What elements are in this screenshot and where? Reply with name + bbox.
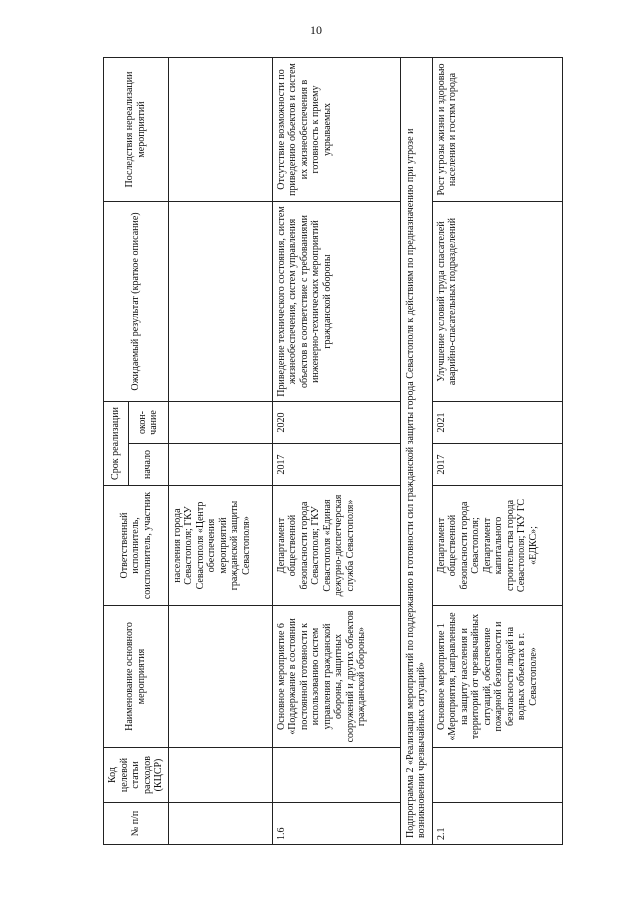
cell-start: 2017 <box>272 444 400 486</box>
cell-end: 2021 <box>432 402 562 444</box>
table-row <box>168 58 272 845</box>
cell-executor: населения города Севастополя; ГКУ Севастополя «Центр обеспечения мероприятий гражданской защиты Севастополя» <box>168 486 272 606</box>
cell-result: Приведение технического состояния, систем жизнеобеспечения, систем управления объектов в соответствие с требованиями инженерно-технических мероприятий гражданской обороны <box>272 202 400 402</box>
cell-num: 2.1 <box>432 803 562 845</box>
table-row <box>432 58 562 845</box>
cell-num <box>168 803 272 845</box>
cell-result <box>168 202 272 402</box>
cell-executor: Департамент общественной безопасности города Севастополя; ГКУ Севастополя «Единая дежурно-диспетчерская служба Севастополя» <box>272 486 400 606</box>
header-code: Код целевой статьи расходов (КЦСР) <box>104 748 169 803</box>
header-num: № п/п <box>104 803 169 845</box>
cell-end <box>168 402 272 444</box>
cell-result: Улучшение условий труда спасателей аварийно-спасательных подразделений <box>432 202 562 402</box>
header-row <box>104 58 129 845</box>
cell-start <box>168 444 272 486</box>
cell-name: Основное мероприятие 1 «Мероприятия, направленные на защиту населения и территорий от чрезвычайных ситуаций, обеспечение пожарной безопасности и безопасности людей на водных объектах в г. Севастополе» <box>432 606 562 748</box>
cell-code <box>168 748 272 803</box>
cell-name <box>168 606 272 748</box>
cell-consequences <box>168 58 272 202</box>
header-name: Наименование основного мероприятия <box>104 606 169 748</box>
cell-consequences: Рост угрозы жизни и здоровью населения и гостям города <box>432 58 562 202</box>
header-result: Ожидаемый результат (краткое описание) <box>104 202 169 402</box>
header-executor: Ответственный исполнитель, соисполнитель, участник <box>104 486 169 606</box>
cell-code <box>272 748 400 803</box>
cell-consequences: Отсутствие возможности по приведению объектов и систем их жизнеобеспечения в готовность к приему укрываемых <box>272 58 400 202</box>
rotated-table-wrapper <box>103 63 632 845</box>
header-end: окон-чание <box>128 402 168 444</box>
cell-code <box>432 748 562 803</box>
header-start: начало <box>128 444 168 486</box>
cell-executor: Департамент общественной безопасности города Севастополя; Департамент капитального строительства города Севастополя; ГКУ ГС «ЕДКС»; <box>432 486 562 606</box>
cell-num: 1.6 <box>272 803 400 845</box>
subprogram-row <box>400 58 432 845</box>
page-number: 10 <box>310 23 322 37</box>
cell-name: Основное мероприятие 6 «Поддержание в состоянии постоянной готовности к использованию систем управления гражданской обороны, защитных сооружений и других объектов гражданской обороны» <box>272 606 400 748</box>
activities-table <box>103 57 563 845</box>
header-period: Срок реализации <box>104 402 129 486</box>
subprogram-title: Подпрограмма 2 «Реализация мероприятий по поддержанию в готовности сил гражданской защиты города Севастополя к действиям по предназначению при угрозе и возникновении чрезвычайных ситуаций» <box>400 58 432 845</box>
table-row <box>272 58 400 845</box>
cell-start: 2017 <box>432 444 562 486</box>
header-consequences: Последствия нереализации мероприятий <box>104 58 169 202</box>
cell-end: 2020 <box>272 402 400 444</box>
